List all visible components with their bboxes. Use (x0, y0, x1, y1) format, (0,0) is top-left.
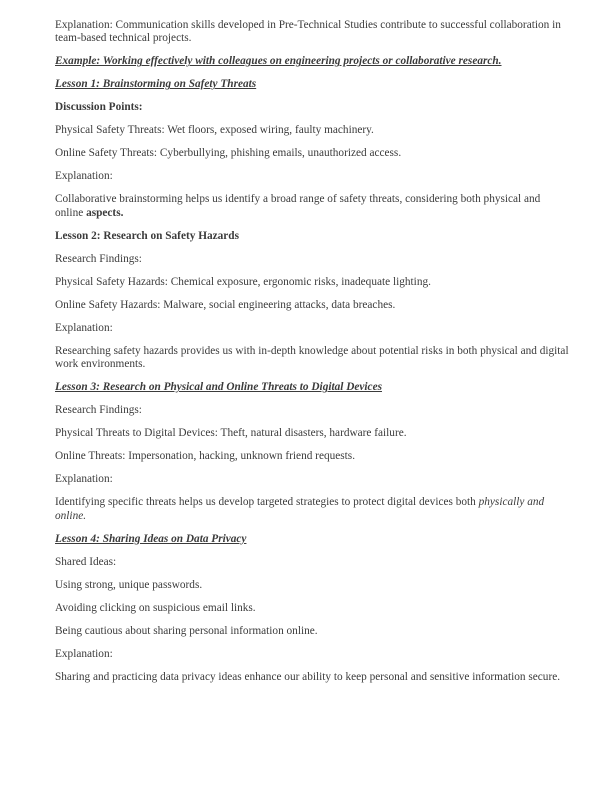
lesson-2-findings-label: Research Findings: (55, 252, 142, 265)
lesson-3-explanation-label: Explanation: (55, 473, 113, 486)
lesson-3-online-threats: Online Threats: Impersonation, hacking, unknown friend requests. (55, 450, 356, 463)
lesson-1-online-threats: Online Safety Threats: Cyberbullying, phishing emails, unauthorized access. (55, 147, 402, 160)
lesson-2-physical-hazards: Physical Safety Hazards: Chemical exposure, ergonomic risks, inadequate lighting. (55, 275, 431, 288)
lesson-1-explanation (55, 193, 570, 220)
lesson-1-explanation-label: Explanation: (55, 170, 113, 183)
lesson-3-physical-threats: Physical Threats to Digital Devices: Theft, natural disasters, hardware failure. (55, 427, 407, 440)
list-item: Being cautious about sharing personal information online. (55, 624, 318, 637)
lesson-2-online-hazards: Online Safety Hazards: Malware, social engineering attacks, data breaches. (55, 298, 396, 311)
document-page (55, 19, 570, 694)
lesson-3-heading: Lesson 3: Research on Physical and Online Threats to Digital Devices (55, 381, 382, 394)
lesson-1-explanation-bold: aspects. (86, 206, 124, 219)
lesson-1-explanation-text: Collaborative brainstorming helps us identify a broad range of safety threats, considering both physical and online (55, 193, 541, 219)
lesson-2-explanation-label: Explanation: (55, 321, 113, 334)
list-item: Avoiding clicking on suspicious email links. (55, 601, 256, 614)
lesson-4-heading: Lesson 4: Sharing Ideas on Data Privacy (55, 532, 247, 545)
lesson-4-shared-label: Shared Ideas: (55, 555, 117, 568)
lesson-3-explanation-text: Identifying specific threats helps us develop targeted strategies to protect digital devices both (55, 496, 476, 509)
example-heading: Example: Working effectively with colleagues on engineering projects or collaborative research. (55, 55, 502, 68)
lesson-3-explanation (55, 496, 570, 523)
list-item: Using strong, unique passwords. (55, 578, 203, 591)
lesson-3-explanation-italic: physically and online. (55, 496, 545, 522)
lesson-4-explanation-label: Explanation: (55, 647, 113, 660)
intro-explanation: Explanation: Communication skills developed in Pre-Technical Studies contribute to successful collaboration in team-based technical projects. (55, 19, 561, 45)
lesson-1-heading: Lesson 1: Brainstorming on Safety Threats (55, 78, 257, 91)
lesson-4-explanation: Sharing and practicing data privacy ideas enhance our ability to keep personal and sensitive information secure. (55, 670, 561, 683)
discussion-points-label: Discussion Points: (55, 101, 143, 114)
lesson-1-physical-threats: Physical Safety Threats: Wet floors, exposed wiring, faulty machinery. (55, 124, 374, 137)
lesson-2-heading: Lesson 2: Research on Safety Hazards (55, 229, 239, 242)
lesson-2-explanation: Researching safety hazards provides us with in-depth knowledge about potential risks in both physical and digital work environments. (55, 344, 569, 371)
lesson-3-findings-label: Research Findings: (55, 404, 142, 417)
